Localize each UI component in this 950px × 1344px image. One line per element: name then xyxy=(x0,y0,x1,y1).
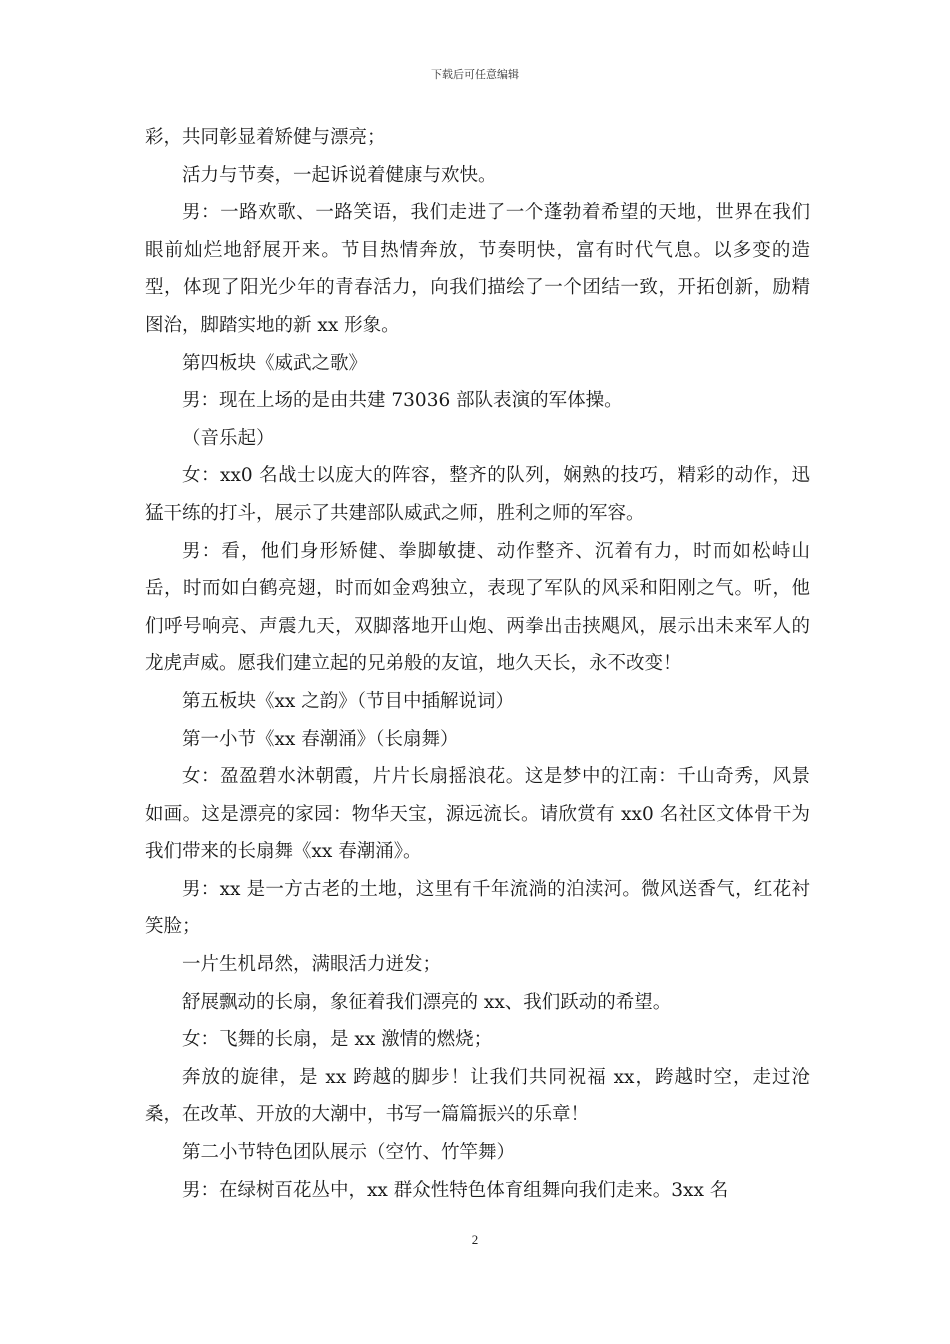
document-body xyxy=(145,119,810,1209)
paragraph: 男：一路欢歌、一路笑语，我们走进了一个蓬勃着希望的天地，世界在我们眼前灿烂地舒展开来。节目热情奔放，节奏明快，富有时代气息。以多变的造型，体现了阳光少年的青春活力，向我们描绘了一个团结一致，开拓创新，励精图治，脚踏实地的新 xx 形象。 xyxy=(145,202,810,336)
page-header: 下载后可任意编辑 xyxy=(431,68,519,81)
subsection-heading: 第一小节《xx 春潮涌》（长扇舞） xyxy=(182,728,459,750)
paragraph: 彩，共同彰显着矫健与漂亮； xyxy=(145,127,386,148)
section-heading: 第五板块《xx 之韵》（节目中插解说词） xyxy=(182,690,514,712)
paragraph: 一片生机昂然，满眼活力迸发； xyxy=(182,954,442,976)
paragraph: 女：盈盈碧水沐朝霞，片片长扇摇浪花。这是梦中的江南：千山奇秀，风景如画。这是漂亮的家园：物华天宝，源远流长。请欣赏有 xx0 名社区文体骨干为我们带来的长扇舞《xx 春潮涌》。 xyxy=(145,766,810,863)
stage-direction: （音乐起） xyxy=(182,427,275,449)
paragraph: 女：飞舞的长扇，是 xx 激情的燃烧； xyxy=(182,1029,493,1051)
paragraph: 活力与节奏，一起诉说着健康与欢快。 xyxy=(182,164,497,186)
paragraph: 男：现在上场的是由共建 73036 部队表演的军体操。 xyxy=(182,390,623,412)
page-number: 2 xyxy=(471,1232,479,1247)
paragraph: 女：xx0 名战士以庞大的阵容，整齐的队列，娴熟的技巧，精彩的动作，迅猛干练的打斗，展示了共建部队威武之师，胜利之师的军容。 xyxy=(145,465,810,524)
section-heading: 第四板块《威武之歌》 xyxy=(182,352,368,374)
subsection-heading: 第二小节特色团队展示（空竹、竹竿舞） xyxy=(182,1142,516,1164)
paragraph: 奔放的旋律，是 xx 跨越的脚步！让我们共同祝福 xx，跨越时空，走过沧桑，在改革、开放的大潮中，书写一篇篇振兴的乐章！ xyxy=(145,1066,810,1126)
paragraph: 男：看，他们身形矫健、拳脚敏捷、动作整齐、沉着有力，时而如松峙山岳，时而如白鹤亮翅，时而如金鸡独立，表现了军队的风采和阳刚之气。听，他们呼号响亮、声震九天，双脚落地开山炮、两拳出击挟飓风，展示出未来军人的龙虎声威。愿我们建立起的兄弟般的友谊，地久天长，永不改变！ xyxy=(145,540,810,675)
paragraph: 男：xx 是一方古老的土地，这里有千年流淌的泊渎河。微风送香气，红花衬笑脸； xyxy=(145,878,810,938)
paragraph: 男：在绿树百花丛中，xx 群众性特色体育组舞向我们走来。3xx 名 xyxy=(182,1179,729,1201)
paragraph: 舒展飘动的长扇，象征着我们漂亮的 xx、我们跃动的希望。 xyxy=(182,991,672,1013)
